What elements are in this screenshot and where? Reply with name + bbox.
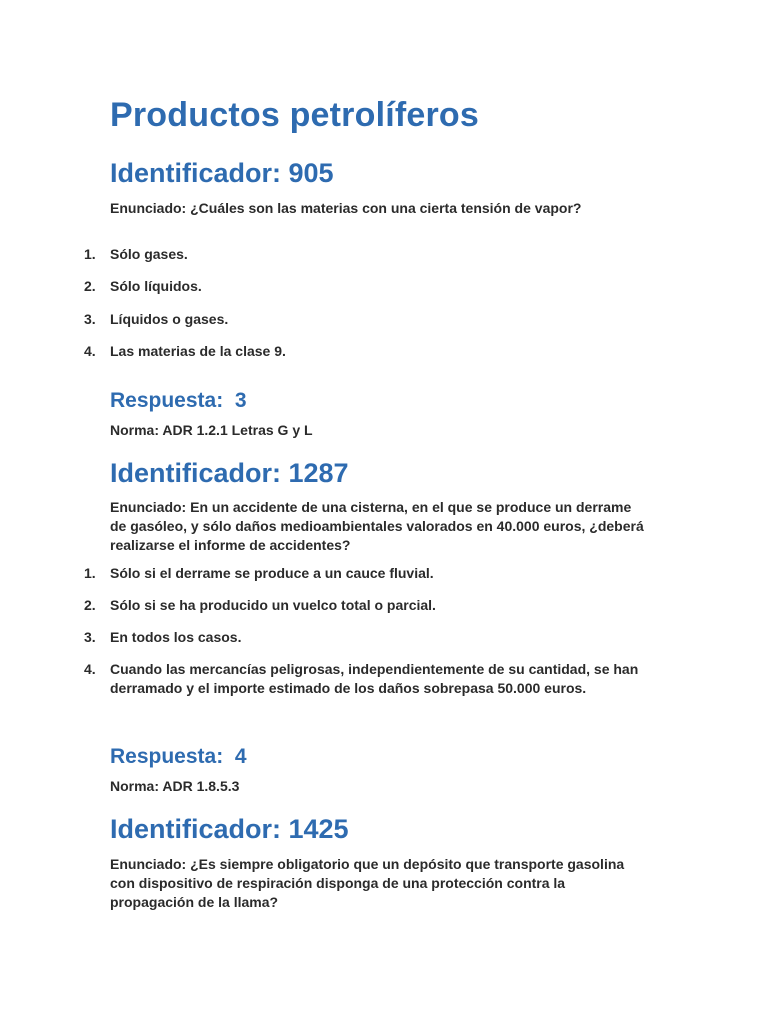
option-text: Las materias de la clase 9. <box>110 343 286 359</box>
question-1287-option-1 <box>84 564 644 583</box>
question-905-heading: Identificador: 905 <box>110 158 334 188</box>
option-number: 4. <box>84 661 96 677</box>
option-text: Sólo si el derrame se produce a un cauce fluvial. <box>110 565 434 581</box>
option-number: 3. <box>84 629 96 645</box>
option-text: En todos los casos. <box>110 629 242 645</box>
option-number: 3. <box>84 311 96 327</box>
option-text: Cuando las mercancías peligrosas, independientemente de su cantidad, se han derramado y el importe estimado de los daños sobrepasa 50.000 euros. <box>110 661 639 696</box>
question-905-option-3 <box>84 310 644 329</box>
option-text: Líquidos o gases. <box>110 311 229 327</box>
question-905-option-2 <box>84 277 644 296</box>
option-text: Sólo líquidos. <box>110 278 202 294</box>
option-number: 2. <box>84 597 96 613</box>
question-905-option-4 <box>84 342 644 361</box>
question-1287-heading: Identificador: 1287 <box>110 458 349 488</box>
question-905-answer: Respuesta: 3 <box>110 389 247 412</box>
option-number: 2. <box>84 278 96 294</box>
option-number: 1. <box>84 565 96 581</box>
question-1287-option-2 <box>84 596 644 615</box>
question-1425-statement: Enunciado: ¿Es siempre obligatorio que un depósito que transporte gasolina con dispositivo de respiración disponga de una protección contra la propagación de la llama? <box>110 856 625 910</box>
question-1287-statement: Enunciado: En un accidente de una cisterna, en el que se produce un derrame de gasóleo, y sólo daños medioambientales valorados en 40.000 euros, ¿deberá realizarse el informe de accidentes? <box>110 499 644 553</box>
question-1287-norma: Norma: ADR 1.8.5.3 <box>110 778 240 794</box>
question-1287-option-4 <box>84 660 644 698</box>
question-1287-option-3 <box>84 628 644 647</box>
option-number: 1. <box>84 246 96 262</box>
question-1287-answer: Respuesta: 4 <box>110 745 247 768</box>
question-1425-heading: Identificador: 1425 <box>110 814 349 844</box>
option-text: Sólo gases. <box>110 246 188 262</box>
document-title: Productos petrolíferos <box>110 96 480 134</box>
option-text: Sólo si se ha producido un vuelco total o parcial. <box>110 597 436 613</box>
question-905-statement: Enunciado: ¿Cuáles son las materias con una cierta tensión de vapor? <box>110 200 582 216</box>
option-number: 4. <box>84 343 96 359</box>
question-905-option-1 <box>84 245 644 264</box>
question-905-norma: Norma: ADR 1.2.1 Letras G y L <box>110 422 313 438</box>
